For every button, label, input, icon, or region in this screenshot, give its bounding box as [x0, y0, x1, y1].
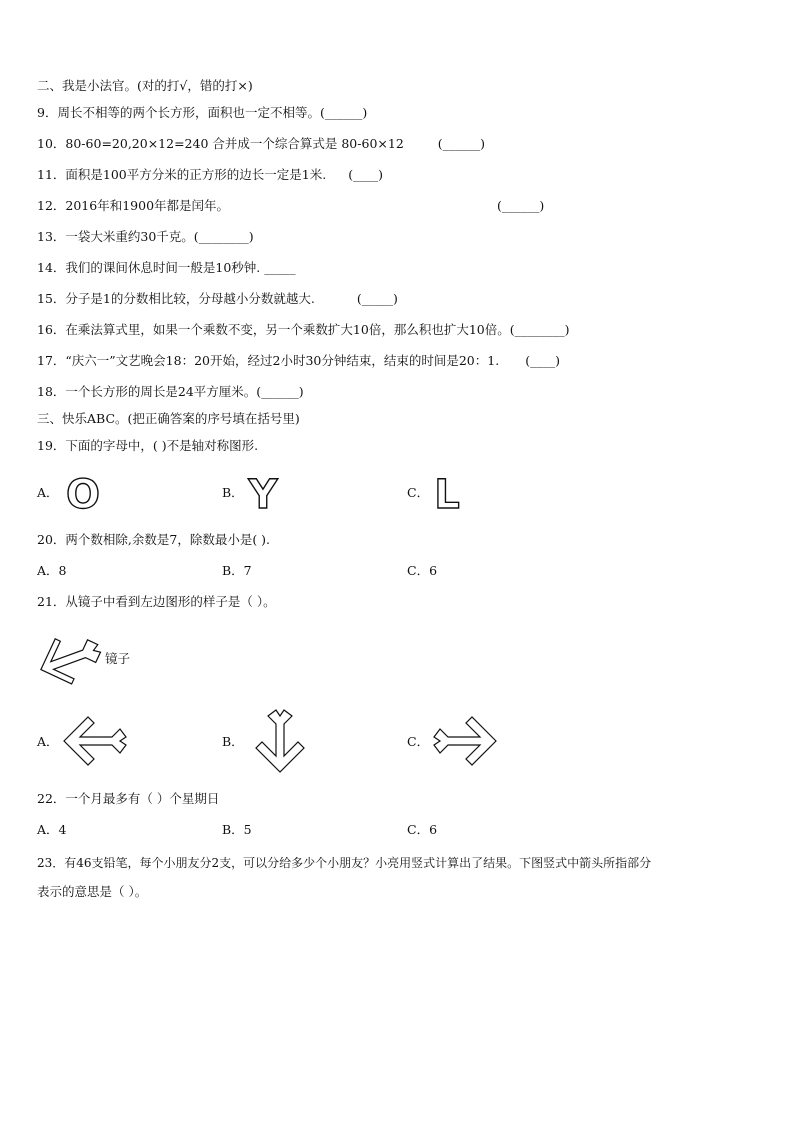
question-10-text: 10．80-60=20,20×12=240 合并成一个综合算式是 80-60×12 — [37, 136, 404, 151]
question-9: 9．周长不相等的两个长方形，面积也一定不相等。(______) — [37, 105, 368, 120]
q21-option-a-label[interactable]: A． — [37, 734, 59, 749]
question-11-blank[interactable]: (____) — [348, 167, 383, 182]
question-15-text: 15．分子是1的分数相比较，分母越小分数就越大. — [37, 291, 315, 306]
question-21: 21．从镜子中看到左边图形的样子是（ ）。 — [37, 594, 276, 609]
letter-o-outline — [62, 472, 104, 514]
letter-y-outline — [245, 472, 281, 514]
question-14: 14．我们的课间休息时间一般是10秒钟. _____ — [37, 260, 296, 275]
question-15-blank[interactable]: (_____) — [356, 291, 398, 306]
question-10 — [37, 136, 485, 152]
question-11-text: 11．面积是100平方分米的正方形的边长一定是1米. — [37, 167, 327, 182]
option-a-arrow-left-figure — [60, 708, 130, 774]
question-17 — [37, 353, 560, 369]
question-23-line-2: 表示的意思是（ ）。 — [37, 884, 148, 899]
q19-option-b-label[interactable]: B． — [222, 485, 244, 500]
letter-l-outline — [430, 472, 464, 514]
mirror-label: 镜子 — [105, 651, 131, 666]
letter-l-text: L — [434, 472, 460, 514]
question-23-line-1: 23．有46支铅笔，每个小朋友分2支，可以分给多少个小朋友？小亮用竖式计算出了结果。下图竖式中箭头所指部分 — [37, 856, 652, 870]
q19-option-c-label[interactable]: C． — [407, 485, 430, 500]
letter-o-text: O — [65, 472, 101, 514]
question-20: 20．两个数相除,余数是7，除数最小是( ). — [37, 532, 271, 547]
question-19: 19．下面的字母中，( )不是轴对称图形. — [37, 438, 259, 453]
question-12-blank[interactable]: (______) — [497, 198, 545, 213]
question-15 — [37, 291, 398, 307]
question-13: 13．一袋大米重约30千克。(________) — [37, 229, 254, 244]
question-17-blank[interactable]: (____) — [525, 353, 560, 368]
question-17-text: 17．“庆六一”文艺晚会18：20开始，经过2小时30分钟结束，结束的时间是20：1. — [37, 353, 500, 368]
letter-y-text: Y — [248, 472, 278, 514]
q21-option-c-label[interactable]: C． — [407, 734, 430, 749]
q20-option-a[interactable]: A．8 — [37, 563, 67, 578]
q20-option-c[interactable]: C．6 — [407, 563, 438, 578]
question-11 — [37, 167, 383, 183]
question-12 — [37, 198, 545, 214]
option-c-arrow-right-figure — [430, 708, 500, 774]
left-arrow-figure — [37, 626, 107, 692]
section-3-title: 三、快乐ABC。(把正确答案的序号填在括号里) — [37, 411, 300, 426]
q19-option-a-label[interactable]: A． — [37, 485, 59, 500]
question-12-text: 12．2016年和1900年都是闰年。 — [37, 198, 230, 213]
q21-option-b-label[interactable]: B． — [222, 734, 244, 749]
q22-option-a[interactable]: A．4 — [37, 822, 67, 837]
question-16: 16．在乘法算式里，如果一个乘数不变，另一个乘数扩大10倍，那么积也扩大10倍。(________) — [37, 322, 570, 337]
option-b-arrow-down-figure — [245, 706, 315, 776]
question-22: 22．一个月最多有（ ）个星期日 — [37, 791, 220, 806]
section-2-title: 二、我是小法官。(对的打√，错的打×) — [37, 78, 253, 93]
q20-option-b[interactable]: B．7 — [222, 563, 252, 578]
q22-option-c[interactable]: C．6 — [407, 822, 438, 837]
question-18: 18．一个长方形的周长是24平方厘米。(______) — [37, 384, 304, 399]
question-10-blank[interactable]: (______) — [437, 136, 486, 151]
q22-option-b[interactable]: B．5 — [222, 822, 252, 837]
